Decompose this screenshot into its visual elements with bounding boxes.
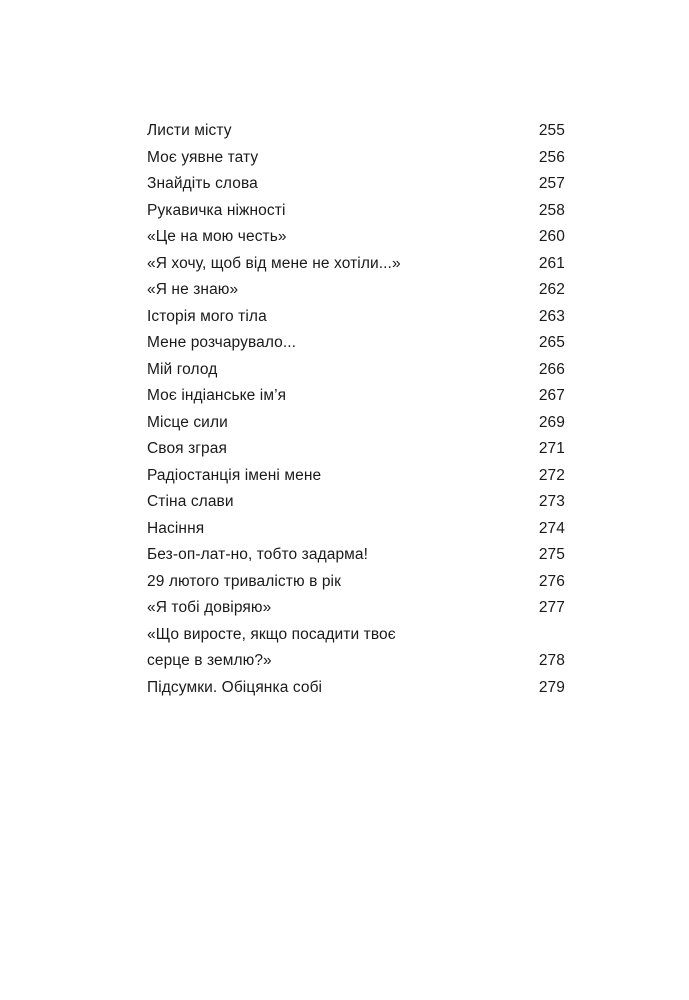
toc-entry-title: «Я хочу, щоб від мене не хотіли...» xyxy=(147,254,401,272)
toc-entry-title: Своя зграя xyxy=(147,440,227,457)
toc-entry-page: 279 xyxy=(538,678,565,696)
toc-entry-title: Радіостанція імені мене xyxy=(147,466,322,484)
toc-entry xyxy=(147,436,565,463)
toc-entry-page: 262 xyxy=(538,281,565,298)
toc-entry-title: Насіння xyxy=(147,519,205,537)
toc-entry-page: 272 xyxy=(538,466,565,484)
toc-entry-page: 265 xyxy=(538,334,565,351)
toc-entry xyxy=(147,118,565,145)
toc-entry xyxy=(147,595,565,622)
toc-entry xyxy=(147,198,565,225)
toc-entry xyxy=(147,145,565,172)
toc-entry xyxy=(147,569,565,596)
toc-entry xyxy=(147,330,565,357)
toc-entry xyxy=(147,277,565,304)
toc-entry xyxy=(147,357,565,384)
toc-entry-title: Підсумки. Обіцянка собі xyxy=(147,678,323,696)
toc-entry-page: 275 xyxy=(538,546,565,563)
toc-entry-title: Історія мого тіла xyxy=(147,307,267,325)
toc-entry-page: 255 xyxy=(538,122,565,139)
toc-entry-title: Місце сили xyxy=(147,413,228,431)
toc-entry xyxy=(147,463,565,490)
toc-entry xyxy=(147,542,565,569)
toc-entry-page: 261 xyxy=(538,254,565,272)
toc-entry xyxy=(147,622,565,675)
toc-entry-title: Без-оп-лат-но, тобто задарма! xyxy=(147,546,369,563)
toc-entry-title-line: «Що виросте, якщо посадити твоє xyxy=(147,625,396,643)
toc-entry-page: 277 xyxy=(538,599,565,616)
toc-entry xyxy=(147,675,565,702)
toc-entry-page: 258 xyxy=(538,201,565,219)
toc-entry-title: «Я не знаю» xyxy=(147,281,239,298)
toc-entry-title: Мій голод xyxy=(147,360,218,378)
toc-entry-page: 271 xyxy=(538,440,565,457)
toc-entry xyxy=(147,489,565,516)
toc-entry-page: 266 xyxy=(538,360,565,378)
toc-entry-title-line: серце в землю?» xyxy=(147,652,272,669)
toc-entry-page: 274 xyxy=(538,519,565,537)
toc-entry xyxy=(147,171,565,198)
toc-entry-title: Моє уявне тату xyxy=(147,148,259,166)
table-of-contents xyxy=(147,118,565,701)
toc-entry-title: «Це на мою честь» xyxy=(147,228,287,245)
toc-entry xyxy=(147,410,565,437)
toc-entry-title: Листи місту xyxy=(147,122,232,139)
toc-entry xyxy=(147,304,565,331)
toc-entry xyxy=(147,383,565,410)
toc-entry-page: 278 xyxy=(538,652,565,669)
toc-entry-page: 276 xyxy=(538,572,565,590)
toc-entry-title: Рукавичка ніжності xyxy=(147,201,286,219)
toc-entry-page: 257 xyxy=(538,175,565,192)
toc-entry-page: 260 xyxy=(538,228,565,245)
toc-entry-title: 29 лютого тривалістю в рік xyxy=(147,572,341,590)
toc-entry-title: Знайдіть слова xyxy=(147,175,258,192)
toc-entry xyxy=(147,251,565,278)
toc-entry-page: 273 xyxy=(538,493,565,510)
toc-entry xyxy=(147,224,565,251)
toc-entry-page: 269 xyxy=(538,413,565,431)
toc-entry-title xyxy=(147,622,529,675)
toc-entry-title: Мене розчарувало... xyxy=(147,334,297,351)
toc-entry-title: Моє індіанське ім’я xyxy=(147,387,287,404)
toc-entry xyxy=(147,516,565,543)
toc-entry-title: Стіна слави xyxy=(147,493,234,510)
toc-entry-title: «Я тобі довіряю» xyxy=(147,599,272,616)
toc-entry-page: 267 xyxy=(538,387,565,404)
toc-entry-page: 256 xyxy=(538,148,565,166)
toc-entry-page: 263 xyxy=(538,307,565,325)
